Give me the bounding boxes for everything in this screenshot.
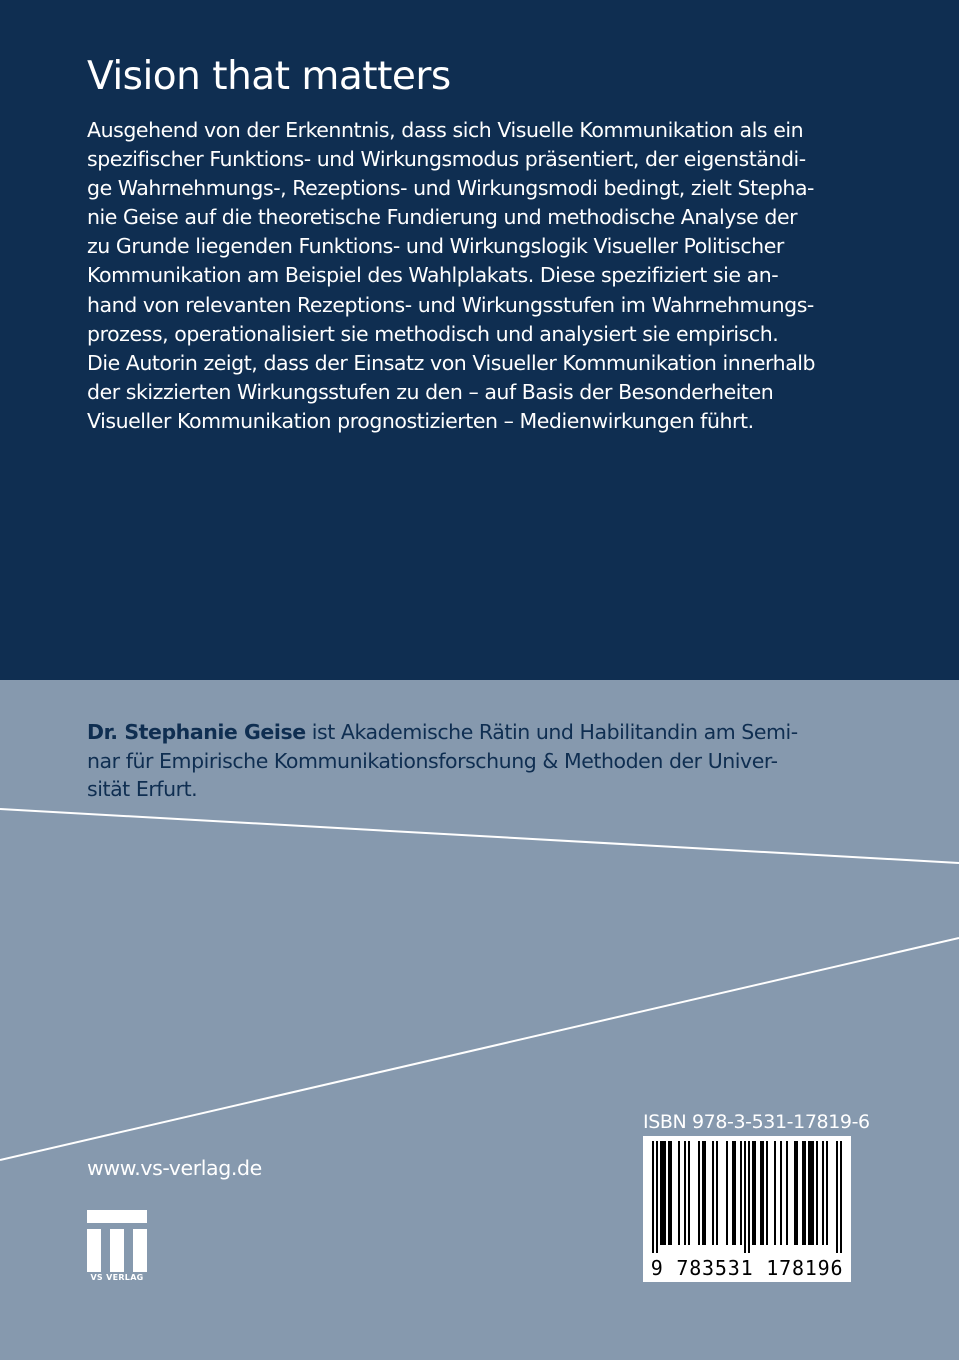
logo-column-middle xyxy=(110,1229,124,1272)
barcode-bar xyxy=(740,1141,742,1245)
barcode-bar xyxy=(748,1141,750,1253)
barcode-bar xyxy=(786,1141,788,1245)
barcode-bar xyxy=(812,1141,814,1245)
blurb-line: hand von relevanten Rezeptions- und Wirkungsstufen im Wahrnehmungs- xyxy=(87,292,814,317)
blurb-line: spezifischer Funktions- und Wirkungsmodus präsentiert, der eigenständi- xyxy=(87,147,806,172)
blurb-line: Ausgehend von der Erkenntnis, dass sich Visuelle Kommunikation als ein xyxy=(87,118,804,142)
barcode-bar xyxy=(822,1141,824,1245)
barcode-bar xyxy=(774,1141,776,1245)
logo-column-right xyxy=(133,1229,147,1272)
series-title: Vision that matters xyxy=(87,54,451,99)
publisher-website: www.vs-verlag.de xyxy=(87,1156,262,1180)
barcode-bar xyxy=(766,1141,768,1245)
author-bio-line1: ist Akademische Rätin und Habilitandin am Semi- xyxy=(305,720,798,744)
barcode-bar xyxy=(652,1141,654,1253)
blurb-line: nie Geise auf die theoretische Fundierung und methodische Analyse der xyxy=(87,205,798,230)
barcode-bar xyxy=(734,1141,736,1245)
blurb-line: prozess, operationalisiert sie methodisch und analysiert sie empirisch. xyxy=(87,321,779,346)
barcode-bar xyxy=(668,1141,670,1245)
barcode-bar xyxy=(662,1141,664,1245)
logo-column-left xyxy=(87,1229,101,1272)
barcode-bar xyxy=(808,1141,810,1245)
author-bio-line2: nar für Empirische Kommunikationsforschung & Methoden der Univer- xyxy=(87,748,778,773)
blurb-line: Die Autorin zeigt, dass der Einsatz von Visueller Kommunikation innerhalb xyxy=(87,350,816,375)
barcode-bar xyxy=(726,1141,728,1245)
vs-verlag-logo-icon xyxy=(87,1210,147,1284)
barcode-bar xyxy=(660,1141,662,1245)
barcode-bar xyxy=(840,1141,842,1253)
barcode-bar xyxy=(670,1141,672,1245)
barcode-bar xyxy=(796,1141,798,1245)
barcode-bar xyxy=(678,1141,680,1245)
barcode-bar xyxy=(760,1141,762,1245)
barcode-bar xyxy=(816,1141,818,1245)
blurb-line: der skizzierten Wirkungsstufen zu den – auf Basis der Besonderheiten xyxy=(87,379,774,404)
barcode-bar xyxy=(702,1141,704,1245)
blurb-line: zu Grunde liegenden Funktions- und Wirkungslogik Visueller Politischer xyxy=(87,234,784,259)
blurb-line: Visueller Kommunikation prognostizierten – Medienwirkungen führt. xyxy=(87,408,754,433)
barcode-bar xyxy=(794,1141,796,1245)
barcode-bar xyxy=(712,1141,714,1245)
barcode-bar xyxy=(762,1141,764,1245)
barcode-bar xyxy=(744,1141,746,1253)
barcode-bar xyxy=(664,1141,666,1245)
author-name: Dr. Stephanie Geise xyxy=(87,720,306,744)
barcode-bar xyxy=(826,1141,828,1245)
barcode-bar xyxy=(780,1141,782,1245)
barcode-bar xyxy=(754,1141,756,1245)
barcode-bar xyxy=(716,1141,718,1245)
author-bio-line3: sität Erfurt. xyxy=(87,777,198,801)
barcode-bar xyxy=(656,1141,658,1253)
blurb-line: ge Wahrnehmungs-, Rezeptions- und Wirkungsmodi bedingt, zielt Stepha- xyxy=(87,176,814,201)
barcode-bar xyxy=(836,1141,838,1253)
decorative-line-upper xyxy=(0,809,959,863)
barcode-bar xyxy=(698,1141,700,1245)
barcode-bars xyxy=(647,1141,847,1253)
barcode-bar xyxy=(804,1141,806,1245)
barcode-bar xyxy=(704,1141,706,1245)
logo-text: VS VERLAG xyxy=(90,1273,144,1282)
blurb-line: Kommunikation am Beispiel des Wahlplakats. Diese spezifiziert sie an- xyxy=(87,263,779,288)
barcode-bar xyxy=(802,1141,804,1245)
barcode-bar xyxy=(688,1141,690,1245)
logo-top-bar xyxy=(87,1210,147,1223)
barcode-bar xyxy=(752,1141,754,1245)
barcode-digits: 9 783531 178196 xyxy=(650,1256,844,1280)
isbn-label: ISBN 978-3-531-17819-6 xyxy=(643,1111,870,1133)
barcode-bar xyxy=(810,1141,812,1245)
barcode-bar xyxy=(684,1141,686,1245)
barcode-bar xyxy=(732,1141,734,1245)
barcode-icon xyxy=(643,1136,851,1282)
